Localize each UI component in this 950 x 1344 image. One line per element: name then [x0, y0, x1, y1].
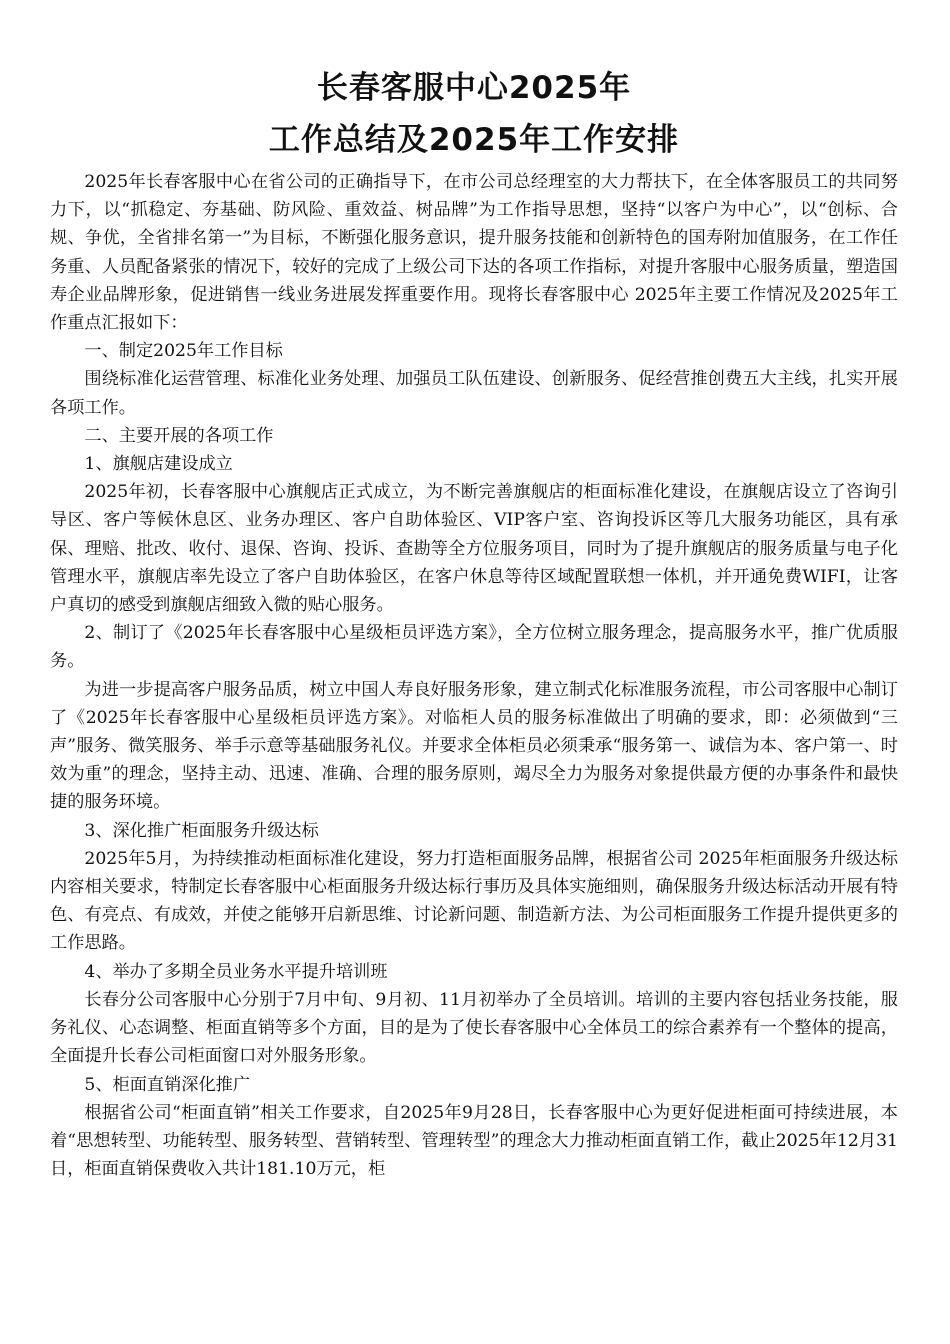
body-paragraph: 为进一步提高客户服务品质，树立中国人寿良好服务形象，建立制式化标准服务流程，市公司客服中心制订了《2025年长春客服中心星级柜员评选方案》。对临柜人员的服务标准做出了明确的要求，即：必须做到“三声”服务、微笑服务、举手示意等基础服务礼仪。并要求全体柜员必须秉承“服务第一、诚信为本、客户第一、时效为重”的理念，坚持主动、迅速、准确、合理的服务原则，竭尽全力为服务对象提供最方便的办事条件和最快捷的服务环境。 — [50, 679, 898, 813]
section-heading-1: 一、制定2025年工作目标 — [84, 341, 283, 362]
subsection-heading-3: 3、深化推广柜面服务升级达标 — [84, 820, 319, 841]
body-paragraph: 长春分公司客服中心分别于7月中旬、9月初、11月初举办了全员培训。培训的主要内容包括业务技能，服务礼仪、心态调整、柜面直销等多个方面，目的是为了使长春客服中心全体员工的综合素养有一个整体的提高，全面提升长春公司柜面窗口对外服务形象。 — [50, 989, 898, 1067]
document-title-line-1: 长春客服中心2025年 — [316, 70, 632, 106]
intro-paragraph: 2025年长春客服中心在省公司的正确指导下，在市公司总经理室的大力帮扶下，在全体客服员工的共同努力下，以“抓稳定、夯基础、防风险、重效益、树品牌”为工作指导思想，坚持“以客户为中心”，以“创标、合规、争优，全省排名第一”为目标，不断强化服务意识，提升服务技能和创新特色的国寿附加值服务，在工作任务重、人员配备紧张的情况下，较好的完成了上级公司下达的各项工作指标，对提升客服中心服务质量，塑造国寿企业品牌形象，促进销售一线业务进展发挥重要作用。现将长春客服中心 2025年主要工作情况及2025年工作重点汇报如下： — [50, 172, 898, 334]
subsection-heading-2: 2、制订了《2025年长春客服中心星级柜员评选方案》，全方位树立服务理念，提高服务水平，推广优质服务。 — [50, 623, 898, 672]
body-paragraph: 2025年5月，为持续推动柜面标准化建设，努力打造柜面服务品牌，根据省公司 2025年柜面服务升级达标内容相关要求，特制定长春客服中心柜面服务升级达标行事历及具体实施细则，确保服务升级达标活动开展有特色、有亮点、有成效，并使之能够开启新思维、讨论新问题、制造新方法、为公司柜面服务工作提升提供更多的工作思路。 — [50, 848, 898, 954]
document-page — [50, 62, 898, 1183]
subsection-heading-5: 5、柜面直销深化推广 — [84, 1074, 251, 1095]
body-paragraph: 根据省公司“柜面直销”相关工作要求，自2025年9月28日，长春客服中心为更好促进柜面可持续进展，本着“思想转型、功能转型、服务转型、营销转型、管理转型”的理念大力推动柜面直销工作，截止2025年12月31日，柜面直销保费收入共计181.10万元，柜 — [50, 1102, 898, 1180]
section-heading-2: 二、主要开展的各项工作 — [84, 425, 274, 446]
document-body — [50, 168, 898, 1183]
subsection-heading-1: 1、旗舰店建设成立 — [84, 454, 233, 475]
body-paragraph: 2025年初，长春客服中心旗舰店正式成立，为不断完善旗舰店的柜面标准化建设，在旗舰店设立了咨询引导区、客户等候休息区、业务办理区、客户自助体验区、VIP客户室、咨询投诉区等几大服务功能区，具有承保、理赔、批改、收付、退保、咨询、投诉、查勘等全方位服务项目，同时为了提升旗舰店的服务质量与电子化管理水平，旗舰店率先设立了客户自助体验区，在客户休息等待区域配置联想一体机，并开通免费WIFI，让客户真切的感受到旗舰店细致入微的贴心服务。 — [50, 482, 898, 616]
subsection-heading-4: 4、举办了多期全员业务水平提升培训班 — [84, 961, 388, 982]
document-title-line-2: 工作总结及2025年工作安排 — [268, 122, 680, 158]
body-paragraph: 围绕标准化运营管理、标准化业务处理、加强员工队伍建设、创新服务、促经营推创费五大主线，扎实开展各项工作。 — [50, 369, 898, 418]
